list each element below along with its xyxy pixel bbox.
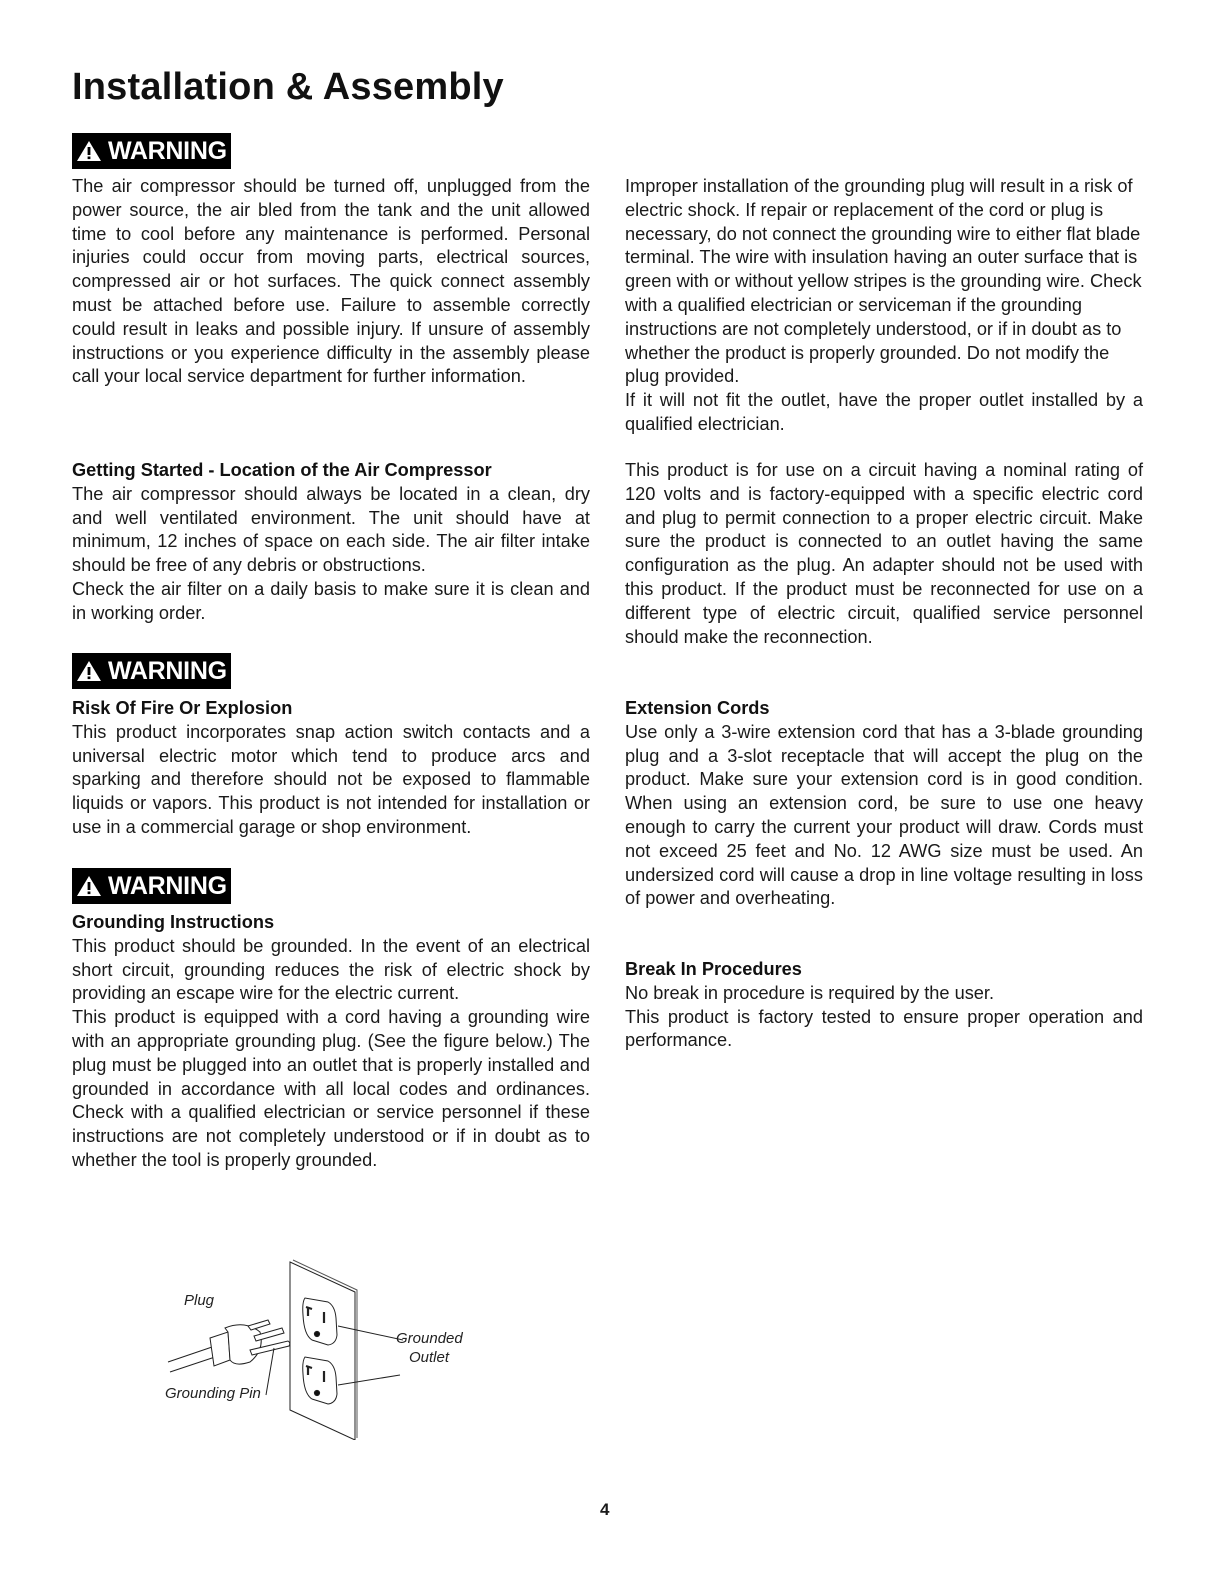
getting-started-heading: Getting Started - Location of the Air Compressor xyxy=(72,460,492,480)
figure-label-grounded: Grounded xyxy=(396,1330,463,1347)
circuit-section xyxy=(625,459,1143,649)
break-in-heading: Break In Procedures xyxy=(625,959,802,979)
grounding-paragraph: This product should be grounded. In the event of an electrical short circuit, grounding reduces the risk of electric shock by providing an escape wire for the electric current. xyxy=(72,935,590,1004)
figure-label-plug: Plug xyxy=(184,1292,215,1309)
circuit-paragraph: This product is for use on a circuit having a nominal rating of 120 volts and is factory-equipped with a specific electric cord and plug to permit connection to a proper electric circuit. Make sure the product is connected to an outlet having the same configuration as the plug. An adapter should not be used with this product. If the product must be reconnected for use on a different type of electric circuit, qualified service personnel should make the reconnection. xyxy=(625,460,1143,647)
getting-started-paragraph-2: Check the air filter on a daily basis to make sure it is clean and in working order. xyxy=(72,578,590,623)
figure-label-outlet: Outlet xyxy=(409,1349,450,1366)
figure-label-grounding-pin: Grounding Pin xyxy=(165,1385,261,1402)
warning-triangle-icon xyxy=(76,660,102,682)
extension-cords-heading: Extension Cords xyxy=(625,698,770,718)
warning-general-section xyxy=(72,175,590,389)
warning-label: WARNING xyxy=(108,656,227,685)
break-in-paragraph: No break in procedure is required by the user. xyxy=(625,982,995,1003)
fire-explosion-heading: Risk Of Fire Or Explosion xyxy=(72,698,293,718)
warning-label: WARNING xyxy=(108,871,227,900)
grounding-heading: Grounding Instructions xyxy=(72,912,275,932)
improper-installation-section xyxy=(625,175,1143,437)
getting-started-section xyxy=(72,459,590,626)
fire-explosion-paragraph: This product incorporates snap action switch contacts and a universal electric motor which tend to produce arcs and sparking and therefore should not be exposed to flammable liquids or vapors. This product is not intended for installation or use in a commercial garage or shop environment. xyxy=(72,721,590,837)
warning-badge xyxy=(72,868,231,904)
fire-explosion-section xyxy=(72,697,590,840)
extension-cords-section xyxy=(625,697,1143,911)
grounding-plug-figure xyxy=(150,1240,480,1440)
warning-general-text: The air compressor should be turned off, unplugged from the power source, the air bled from the tank and the unit allowed time to cool before any maintenance is performed. Personal injuries could occur from moving parts, electrical sources, compressed air or hot surfaces. The quick connect assembly must be attached before use. Failure to assemble correctly could result in leaks and possible injury. If unsure of assembly instructions or you experience difficulty in the assembly please call your local service department for further information. xyxy=(72,176,590,387)
page-number: 4 xyxy=(600,1500,610,1519)
improper-installation-paragraph-2: If it will not fit the outlet, have the proper outlet installed by a qualified electrician. xyxy=(625,390,1143,434)
warning-badge xyxy=(72,653,231,689)
improper-installation-paragraph: Improper installation of the grounding plug will result in a risk of electric shock. If repair or replacement of the cord or plug is necessary, do not connect the grounding wire to either flat blade terminal. The wire with insulation having an outer surface that is green with or without yellow stripes is the grounding wire. Check with a qualified electrician or serviceman if the grounding instructions are not completely understood, or if in doubt as to whether the product is properly grounded. Do not modify the plug provided. xyxy=(625,176,1142,387)
break-in-section xyxy=(625,958,1143,1053)
warning-label: WARNING xyxy=(108,136,227,165)
getting-started-paragraph: The air compressor should always be located in a clean, dry and well ventilated environment. The unit should have at minimum, 12 inches of space on each side. The air filter intake should be free of any debris or obstructions. xyxy=(72,483,590,576)
warning-triangle-icon xyxy=(76,875,102,897)
warning-badge xyxy=(72,133,231,169)
warning-triangle-icon xyxy=(76,140,102,162)
extension-cords-paragraph: Use only a 3-wire extension cord that has a 3-blade grounding plug and a 3-slot receptacle that will accept the plug on the product. Make sure your extension cord is in good condition. When using an extension cord, be sure to use one heavy enough to carry the current your product will draw. Cords must not exceed 25 feet and No. 12 AWG size must be used. An undersized cord will cause a drop in line voltage resulting in loss of power and overheating. xyxy=(625,721,1143,909)
grounding-section xyxy=(72,911,590,1173)
break-in-paragraph-2: This product is factory tested to ensure proper operation and performance. xyxy=(625,1006,1143,1051)
page-title: Installation & Assembly xyxy=(72,66,504,108)
grounding-paragraph-2: This product is equipped with a cord having a grounding wire with an appropriate grounding plug. (See the figure below.) The plug must be plugged into an outlet that is properly installed and grounded in accordance with all local codes and ordinances. Check with a qualified electrician or service personnel if these instructions are not completely understood or if in doubt as to whether the tool is properly grounded. xyxy=(72,1007,590,1170)
